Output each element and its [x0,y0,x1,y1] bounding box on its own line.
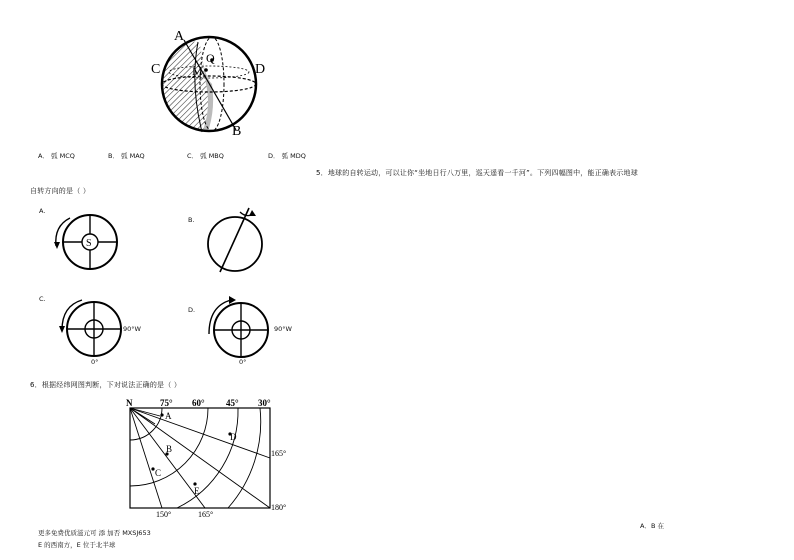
q6-graticule [120,394,300,524]
globe-label-b: B [232,124,242,139]
q5-fig-b [202,204,268,276]
q6-option-a-fragment: A．B 在 [640,522,664,530]
q5-fig-d-letter: D. [188,306,196,314]
graticule-label-30: 30° [258,398,271,408]
graticule-point-a [160,413,163,416]
graticule-label-d: D [230,432,237,442]
q5-fig-d [203,294,279,360]
q5-fig-c [56,296,132,360]
graticule-label-75: 75° [160,398,173,408]
q5-fig-a-letter: A. [39,207,46,215]
graticule-label-a: A [165,411,172,421]
q5-fig-b-letter: B. [188,216,195,224]
graticule-label-right165: 165° [271,449,287,458]
q5-fig-c-bottom-label: 0° [91,358,99,366]
globe-label-c: C [151,62,161,77]
graticule-label-n: N [126,398,133,408]
graticule-label-b: B [166,444,173,454]
point-m [204,68,208,72]
q4-option-b: B． 弧 MAQ [108,152,145,160]
q4-option-c: C． 弧 MBQ [187,152,224,160]
globe-label-a: A [174,29,185,44]
q5-fig-d-right-label: 90°W [274,325,292,333]
q5-question-line1: 5．地球的自转运动，可以让你“坐地日行八万里，巡天遥看一千河”。下列四幅图中，能正确表示地球 [316,169,638,177]
globe-figure [140,22,280,142]
q4-option-d: D． 弧 MDQ [268,152,306,160]
footer-line1: 更多免费优质滋元可 添 加否 MXSJ653 [38,529,151,537]
q5-fig-a-center: S [86,238,92,249]
globe-label-m: M [192,64,203,78]
graticule-label-e: E [194,486,200,496]
graticule-label-bottom165: 165° [198,510,214,519]
q6-question: 6．根据经纬网图判断，下对说法正确的是（ ） [30,381,182,389]
q4-option-a: A． 弧 MCQ [38,152,75,160]
globe-label-q: Q [206,51,215,65]
graticule-label-right180: 180° [271,503,287,512]
q5-fig-c-right-label: 90°W [123,325,141,333]
globe-label-d: D [255,62,266,77]
graticule-label-bottom150: 150° [156,510,172,519]
q5-fig-c-letter: C. [39,295,46,303]
graticule-label-c: C [155,468,162,478]
q5-fig-a [52,212,124,274]
graticule-label-45: 45° [226,398,239,408]
q5-fig-d-bottom-label: 0° [239,358,247,366]
graticule-label-60: 60° [192,398,205,408]
q5-question-line2: 自转方向的是（ ） [30,187,91,195]
footer-line2: E 的西南方，E 位于北半球 [38,541,116,549]
